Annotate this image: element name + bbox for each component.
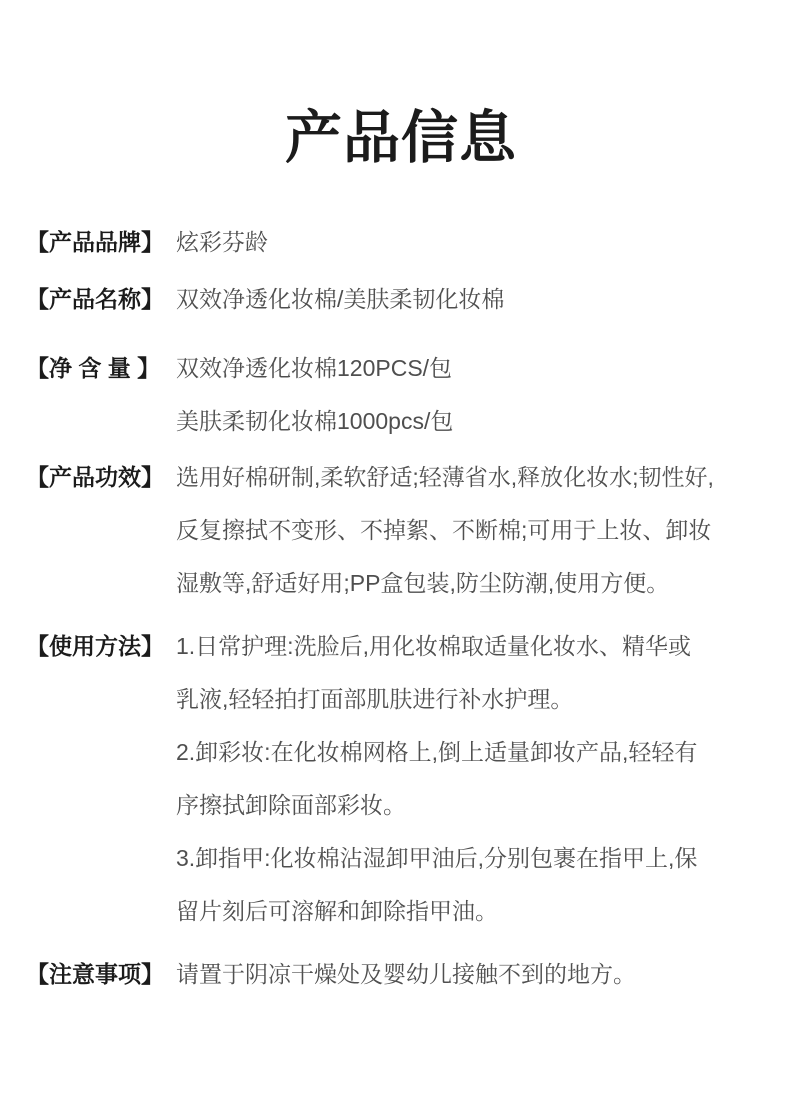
info-row-value (176, 451, 776, 610)
product-info-sections (26, 216, 776, 1001)
info-row-label: 【使用方法】 (26, 633, 164, 660)
info-row-efficacy (26, 451, 776, 610)
info-row-line: 选用好棉研制,柔软舒适;轻薄省水,释放化妆水;韧性好, (176, 464, 714, 491)
info-row-line: 美肤柔韧化妆棉1000pcs/包 (176, 408, 454, 435)
info-row-line: 3.卸指甲:化妆棉沾湿卸甲油后,分别包裹在指甲上,保 (176, 845, 698, 872)
info-row-value (176, 342, 776, 448)
info-row-label: 【净 含 量 】 (26, 355, 161, 382)
info-row-label: 【产品功效】 (26, 464, 164, 491)
info-row-product-name (26, 273, 776, 326)
info-row-value (176, 948, 776, 1001)
info-row-line: 2.卸彩妆:在化妆棉网格上,倒上适量卸妆产品,轻轻有 (176, 739, 698, 766)
info-row-label: 【产品名称】 (26, 286, 164, 313)
info-row-line: 双效净透化妆棉120PCS/包 (176, 355, 453, 382)
info-row-label: 【注意事项】 (26, 961, 164, 988)
info-row-net-content (26, 342, 776, 448)
info-row-line: 反复擦拭不变形、不掉絮、不断棉;可用于上妆、卸妆 (176, 517, 712, 544)
info-row-value (176, 273, 776, 326)
info-row-line: 序擦拭卸除面部彩妆。 (176, 792, 406, 819)
info-row-line: 乳液,轻轻拍打面部肌肤进行补水护理。 (176, 686, 574, 713)
info-row-line: 双效净透化妆棉/美肤柔韧化妆棉 (176, 286, 505, 313)
info-row-usage (26, 620, 776, 938)
info-row-value (176, 620, 776, 938)
page-title: 产品信息 (285, 106, 517, 170)
info-row-line: 1.日常护理:洗脸后,用化妆棉取适量化妆水、精华或 (176, 633, 691, 660)
info-row-line: 留片刻后可溶解和卸除指甲油。 (176, 898, 498, 925)
info-row-line: 请置于阴凉干燥处及婴幼儿接触不到的地方。 (176, 961, 636, 988)
info-row-value (176, 216, 776, 269)
info-row-label: 【产品品牌】 (26, 229, 164, 256)
info-row-line: 湿敷等,舒适好用;PP盒包装,防尘防潮,使用方便。 (176, 570, 670, 597)
info-row-line: 炫彩芬龄 (176, 229, 268, 256)
info-row-brand (26, 216, 776, 269)
info-row-caution (26, 948, 776, 1001)
